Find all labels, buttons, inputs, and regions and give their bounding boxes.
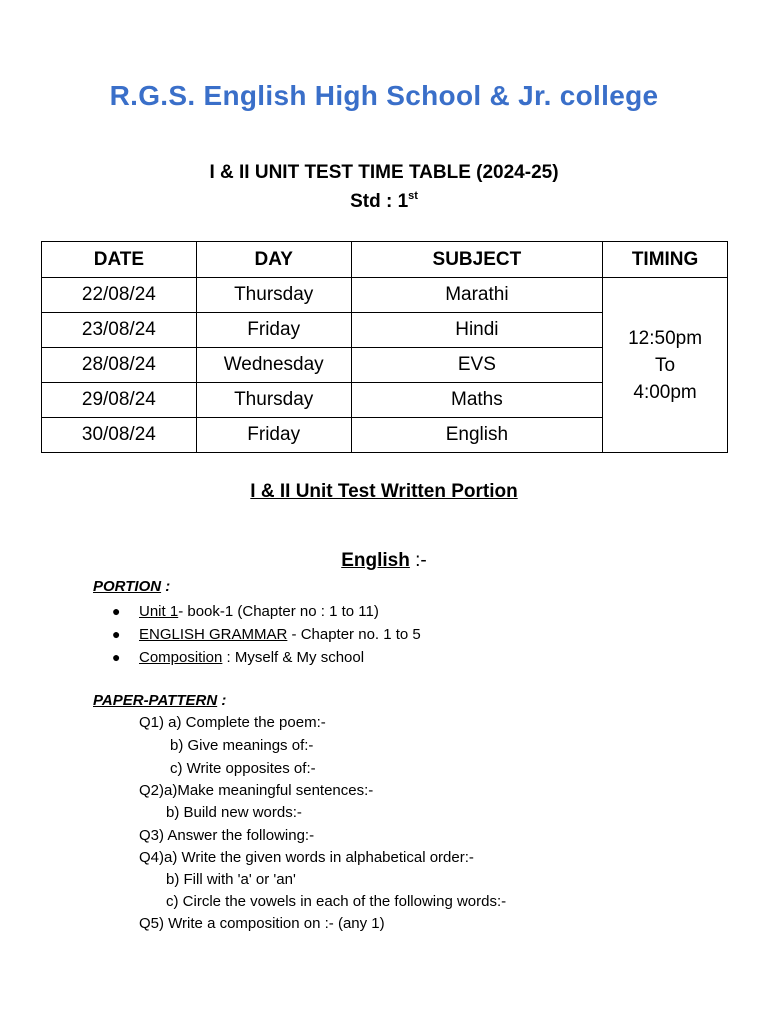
cell-date: 29/08/24: [42, 383, 197, 418]
item-rest: - book-1 (Chapter no : 1 to 11): [178, 603, 379, 620]
cell-day: Wednesday: [196, 348, 351, 383]
question-line: c) Circle the vowels in each of the following words:-: [166, 893, 507, 910]
paper-pattern-label-text: PAPER-PATTERN: [93, 692, 218, 709]
item-rest: - Chapter no. 1 to 5: [287, 626, 421, 643]
school-title: R.G.S. English High School & Jr. college: [109, 80, 659, 111]
cell-date: 23/08/24: [42, 313, 197, 348]
portion-label-text: PORTION: [93, 578, 162, 595]
cell-date: 22/08/24: [42, 278, 197, 313]
paper-pattern-label-suffix: :: [217, 692, 227, 709]
std-line: [0, 190, 768, 213]
question-line: Q3) Answer the following:-: [139, 827, 315, 844]
cell-timing: [603, 278, 728, 453]
cell-date: 30/08/24: [42, 418, 197, 453]
question-line: b) Fill with 'a' or 'an': [166, 871, 296, 888]
list-item: [112, 623, 421, 646]
header-day: DAY: [196, 242, 351, 278]
item-key: ENGLISH GRAMMAR: [139, 626, 288, 643]
question-line: Q2)a)Make meaningful sentences:-: [139, 782, 374, 799]
portion-heading: I & II Unit Test Written Portion: [250, 481, 518, 502]
header-timing: TIMING: [603, 242, 728, 278]
item-key: Unit 1: [139, 603, 179, 620]
item-rest: : Myself & My school: [222, 649, 365, 666]
std-label: Std : 1: [350, 191, 409, 212]
cell-day: Friday: [196, 418, 351, 453]
subject-name: English: [341, 550, 410, 571]
list-item: [112, 600, 421, 623]
timetable-title: I & II UNIT TEST TIME TABLE (2024-25): [209, 162, 559, 183]
timetable-table: [41, 241, 728, 453]
cell-subject: EVS: [351, 348, 603, 383]
subject-heading: [0, 550, 768, 572]
subject-suffix: :-: [409, 550, 427, 571]
timing-start: 12:50pm: [628, 327, 703, 349]
cell-subject: Maths: [351, 383, 603, 418]
question-line: b) Give meanings of:-: [170, 737, 314, 754]
cell-subject: Hindi: [351, 313, 603, 348]
question-line: Q4)a) Write the given words in alphabetical order:-: [139, 849, 474, 866]
cell-day: Thursday: [196, 383, 351, 418]
item-key: Composition: [139, 649, 223, 666]
question-line: Q1) a) Complete the poem:-: [139, 714, 326, 731]
table-header-row: [42, 242, 728, 278]
table-row: [42, 278, 728, 313]
portion-label-suffix: :: [161, 578, 171, 595]
paper-pattern-label: [93, 692, 226, 709]
timing-end: 4:00pm: [633, 381, 697, 403]
cell-subject: English: [351, 418, 603, 453]
bullet-icon: ●: [112, 649, 121, 665]
portion-label: [93, 578, 170, 595]
cell-subject: Marathi: [351, 278, 603, 313]
cell-day: Friday: [196, 313, 351, 348]
list-item: [112, 646, 421, 669]
portion-list: [112, 600, 421, 669]
question-line: c) Write opposites of:-: [170, 760, 316, 777]
header-subject: SUBJECT: [351, 242, 603, 278]
header-date: DATE: [42, 242, 197, 278]
cell-date: 28/08/24: [42, 348, 197, 383]
cell-day: Thursday: [196, 278, 351, 313]
question-line: Q5) Write a composition on :- (any 1): [139, 915, 385, 932]
std-superscript: st: [408, 190, 418, 202]
timing-to: To: [655, 354, 676, 376]
bullet-icon: ●: [112, 603, 121, 619]
question-line: b) Build new words:-: [166, 804, 302, 821]
bullet-icon: ●: [112, 626, 121, 642]
